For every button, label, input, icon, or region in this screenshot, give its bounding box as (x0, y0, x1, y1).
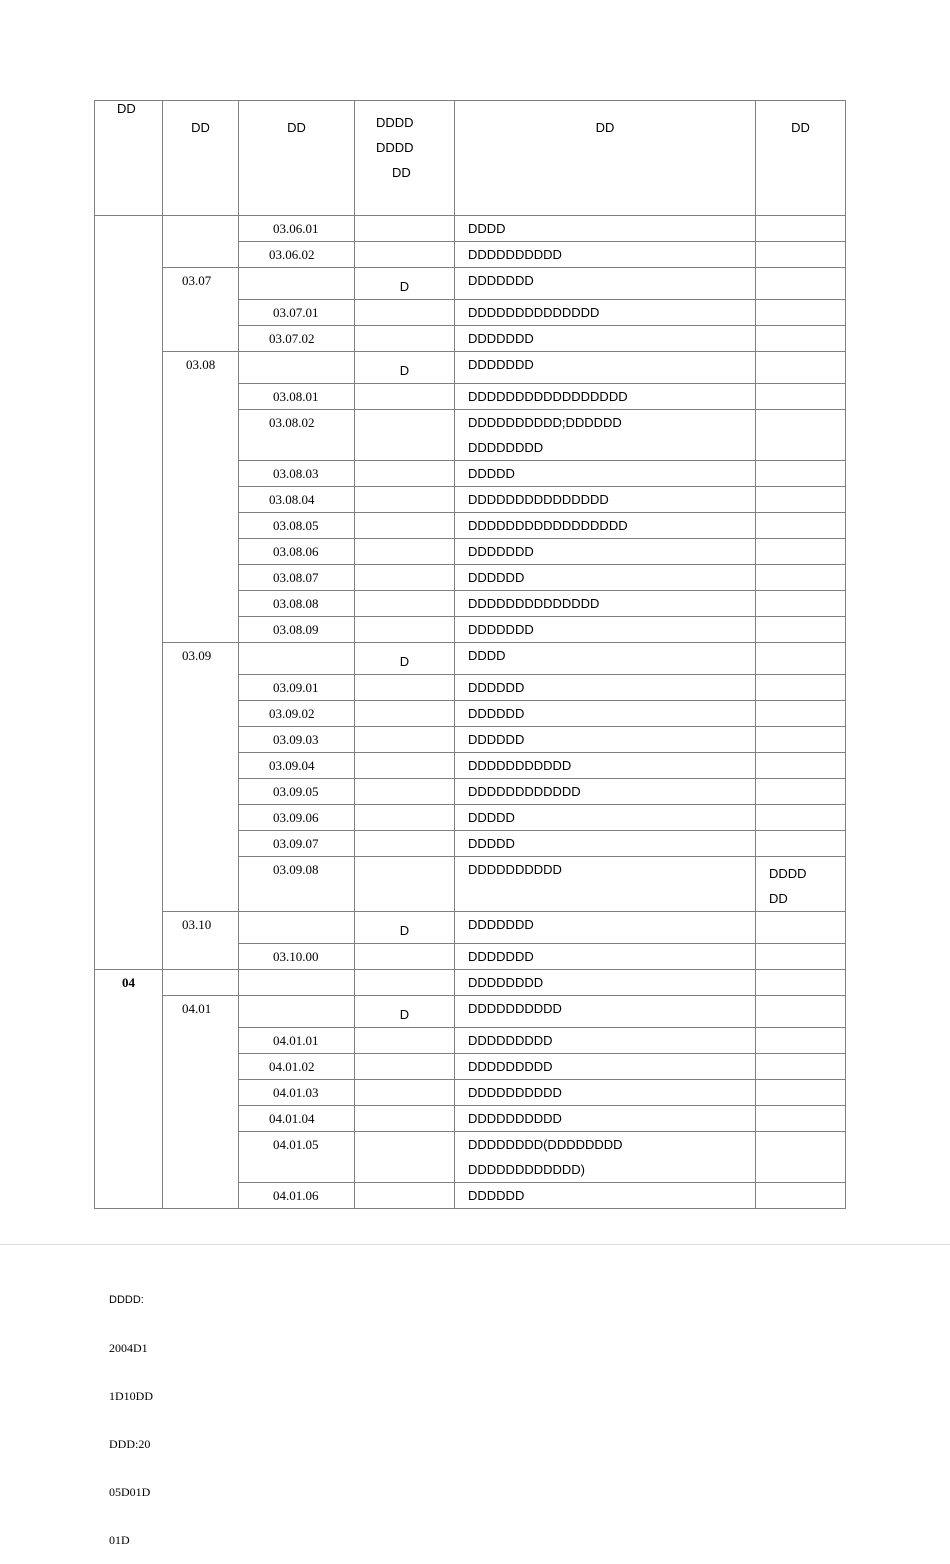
flag-cell: D (355, 996, 455, 1028)
table-row (95, 996, 846, 1028)
note-cell: DDDD DD (756, 857, 846, 912)
level2-cell: 03.10 (163, 912, 239, 970)
desc-cell: DDDDDDDD(DDDDDDDD DDDDDDDDDDDD) (455, 1132, 756, 1183)
index-table (94, 100, 846, 1209)
table-row (95, 216, 846, 242)
header-cell-6: DD (756, 101, 846, 216)
code-cell: 04.01.04 (239, 1106, 355, 1132)
level1-cell: 04 (95, 970, 163, 1209)
code-cell: 03.09.01 (239, 675, 355, 701)
desc-cell: DDDDDD (455, 565, 756, 591)
desc-cell: DDDDDDD (455, 352, 756, 384)
level2-cell: 03.07 (163, 268, 239, 352)
code-cell: 03.09.05 (239, 779, 355, 805)
desc-cell: DDDDDDDDDDDDDDD (455, 487, 756, 513)
level2-cell: 04.01 (163, 996, 239, 1209)
code-cell: 03.08.08 (239, 591, 355, 617)
desc-cell: DDDD (455, 216, 756, 242)
flag-cell: D (355, 352, 455, 384)
desc-cell: DDDDDDD (455, 539, 756, 565)
code-cell: 03.08.01 (239, 384, 355, 410)
level2-cell (163, 216, 239, 268)
code-cell: 03.09.04 (239, 753, 355, 779)
footer-note: DDDD: 2004D1 1D10DD DDD:20 05D01D 01D (109, 1294, 153, 1547)
desc-cell: DDDDDDDDDDDD (455, 779, 756, 805)
table-row (95, 352, 846, 384)
desc-cell: DDDDDDDDDDD (455, 753, 756, 779)
flag-cell: D (355, 912, 455, 944)
code-cell: 03.09.07 (239, 831, 355, 857)
desc-cell: DDDDD (455, 461, 756, 487)
desc-cell: DDDDDDDDDDDDDD (455, 591, 756, 617)
desc-cell: DDDDDDD (455, 268, 756, 300)
code-cell: 03.08.09 (239, 617, 355, 643)
desc-cell: DDDDDDDDDD (455, 242, 756, 268)
code-cell: 03.08.07 (239, 565, 355, 591)
footer-divider (0, 1244, 950, 1245)
desc-cell: DDDDDDDDD (455, 1054, 756, 1080)
code-cell: 03.09.08 (239, 857, 355, 912)
code-cell: 03.06.02 (239, 242, 355, 268)
desc-cell: DDDDDDD (455, 326, 756, 352)
table-row (95, 643, 846, 675)
desc-cell: DDDDDDDD (455, 970, 756, 996)
desc-cell: DDDDD (455, 831, 756, 857)
desc-cell: DDDDDDDDDD (455, 996, 756, 1028)
code-cell: 03.07.02 (239, 326, 355, 352)
desc-cell: DDDDDD (455, 675, 756, 701)
desc-cell: DDDDDDDDDDDDDDDDD (455, 384, 756, 410)
header-cell-3: DD (239, 101, 355, 216)
flag-cell (355, 216, 455, 242)
desc-cell: DDDDDDD (455, 944, 756, 970)
level2-cell: 03.09 (163, 643, 239, 912)
table-row (95, 268, 846, 300)
code-cell: 03.08.03 (239, 461, 355, 487)
flag-cell: D (355, 268, 455, 300)
level1-cell (95, 216, 163, 970)
code-cell: 03.08.04 (239, 487, 355, 513)
desc-cell: DDDDDDD (455, 617, 756, 643)
desc-cell: DDDDDDDDDD (455, 857, 756, 912)
level2-cell: 03.08 (163, 352, 239, 643)
code-cell: 04.01.02 (239, 1054, 355, 1080)
code-cell: 03.08.02 (239, 410, 355, 461)
code-cell: 03.06.01 (239, 216, 355, 242)
desc-cell: DDDDDD (455, 727, 756, 753)
code-cell: 04.01.03 (239, 1080, 355, 1106)
desc-cell: DDDDDDDDDD (455, 1080, 756, 1106)
code-cell: 04.01.05 (239, 1132, 355, 1183)
code-cell: 03.08.06 (239, 539, 355, 565)
desc-cell: DDDDDDDDDD;DDDDDD DDDDDDDD (455, 410, 756, 461)
desc-cell: DDDDDD (455, 1183, 756, 1209)
desc-cell: DDDDDDDDDD (455, 1106, 756, 1132)
header-cell-4: DDDD DDDD DD (355, 101, 455, 216)
code-cell: 04.01.06 (239, 1183, 355, 1209)
code-cell: 03.10.00 (239, 944, 355, 970)
desc-cell: DDDDDDDDDDDDDD (455, 300, 756, 326)
code-cell: 03.07.01 (239, 300, 355, 326)
desc-cell: DDDDD (455, 805, 756, 831)
table-row (95, 970, 846, 996)
header-cell-5: DD (455, 101, 756, 216)
header-cell-1: DD (95, 101, 163, 216)
header-cell-2: DD (163, 101, 239, 216)
code-cell: 03.09.02 (239, 701, 355, 727)
table-row (95, 912, 846, 944)
code-cell: 03.09.06 (239, 805, 355, 831)
code-cell: 04.01.01 (239, 1028, 355, 1054)
table-header-row (95, 101, 846, 216)
desc-cell: DDDDDDD (455, 912, 756, 944)
desc-cell: DDDDDD (455, 701, 756, 727)
desc-cell: DDDD (455, 643, 756, 675)
code-cell: 03.08.05 (239, 513, 355, 539)
note-cell (756, 216, 846, 242)
desc-cell: DDDDDDDDD (455, 1028, 756, 1054)
flag-cell: D (355, 643, 455, 675)
code-cell: 03.09.03 (239, 727, 355, 753)
desc-cell: DDDDDDDDDDDDDDDDD (455, 513, 756, 539)
